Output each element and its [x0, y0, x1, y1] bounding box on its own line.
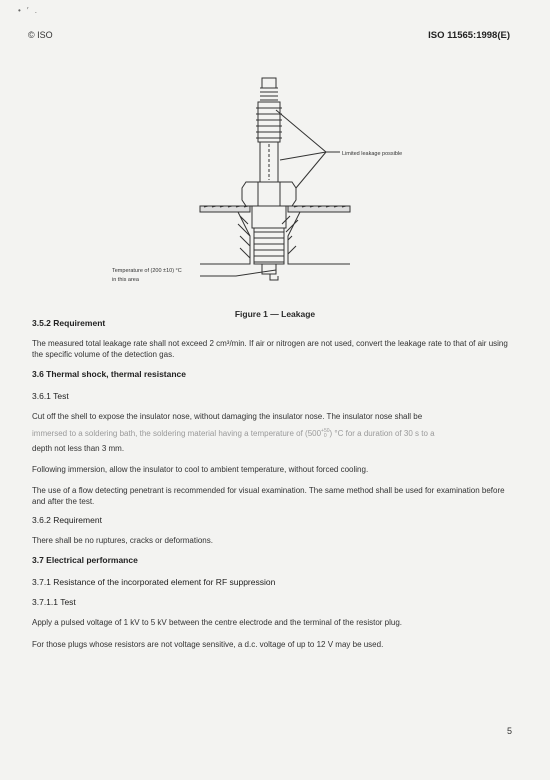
paragraph-3-6-1-cooling: Following immersion, allow the insulator to cool to ambient temperature, without forced cooling. [32, 465, 369, 474]
leader-line-bottom [200, 270, 276, 276]
paragraph-3-5-2: The measured total leakage rate shall not exceed 2 cm³/min. If air or nitrogen are not used, convert the leakage rate to that of air using the specific volume of the detection gas. [32, 339, 508, 359]
hex-shell [242, 182, 296, 206]
paragraph-3-7-1-1-dc: For those plugs whose resistors are not voltage sensitive, a d.c. voltage of up to 12 V may be used. [32, 640, 384, 649]
heading-3-7-1-1: 3.7.1.1 Test [32, 597, 76, 607]
corner-mark: • ′ . [18, 6, 39, 15]
paragraph-3-7-1-1-pulsed: Apply a pulsed voltage of 1 kV to 5 kV between the centre electrode and the terminal of the resistor plug. [32, 618, 402, 627]
paragraph-3-6-1-line-2: immersed to a soldering bath, the soldering material having a temperature of (500+50 0 ) °C for a duration of 30 s to a [32, 427, 435, 439]
figure-caption: Figure 1 — Leakage [234, 309, 316, 319]
leader-line-top [276, 110, 340, 152]
label-temperature: Temperature of (200 ±10) °C [112, 268, 182, 274]
paragraph-3-6-1-line-3: depth not less than 3 mm. [32, 444, 125, 453]
heading-3-7: 3.7 Electrical performance [32, 555, 138, 565]
header-standard-number: ISO 11565:1998(E) [428, 30, 510, 41]
spark-plug-figure [100, 70, 460, 300]
heading-3-6: 3.6 Thermal shock, thermal resistance [32, 369, 187, 379]
heading-3-6-1: 3.6.1 Test [32, 391, 69, 401]
label-limited-leakage: Limited leakage possible [342, 151, 403, 157]
paragraph-3-6-1-penetrant: The use of a flow detecting penetrant is recommended for visual examination. The same method shall be used for examination before and after the test. [32, 486, 505, 506]
header-copyright: © ISO [28, 30, 53, 40]
heading-3-7-1: 3.7.1 Resistance of the incorporated element for RF suppression [32, 577, 276, 587]
heading-3-5-2: 3.5.2 Requirement [32, 318, 106, 328]
paragraph-3-6-2: There shall be no ruptures, cracks or deformations. [32, 536, 213, 545]
label-temperature-area: in this area [112, 277, 139, 283]
heading-3-6-2: 3.6.2 Requirement [32, 515, 102, 525]
terminal-nut [262, 78, 276, 88]
page-number: 5 [506, 726, 512, 736]
paragraph-3-6-1-line-1: Cut off the shell to expose the insulator nose, without damaging the insulator nose. The insulator nose shall be [32, 412, 423, 421]
